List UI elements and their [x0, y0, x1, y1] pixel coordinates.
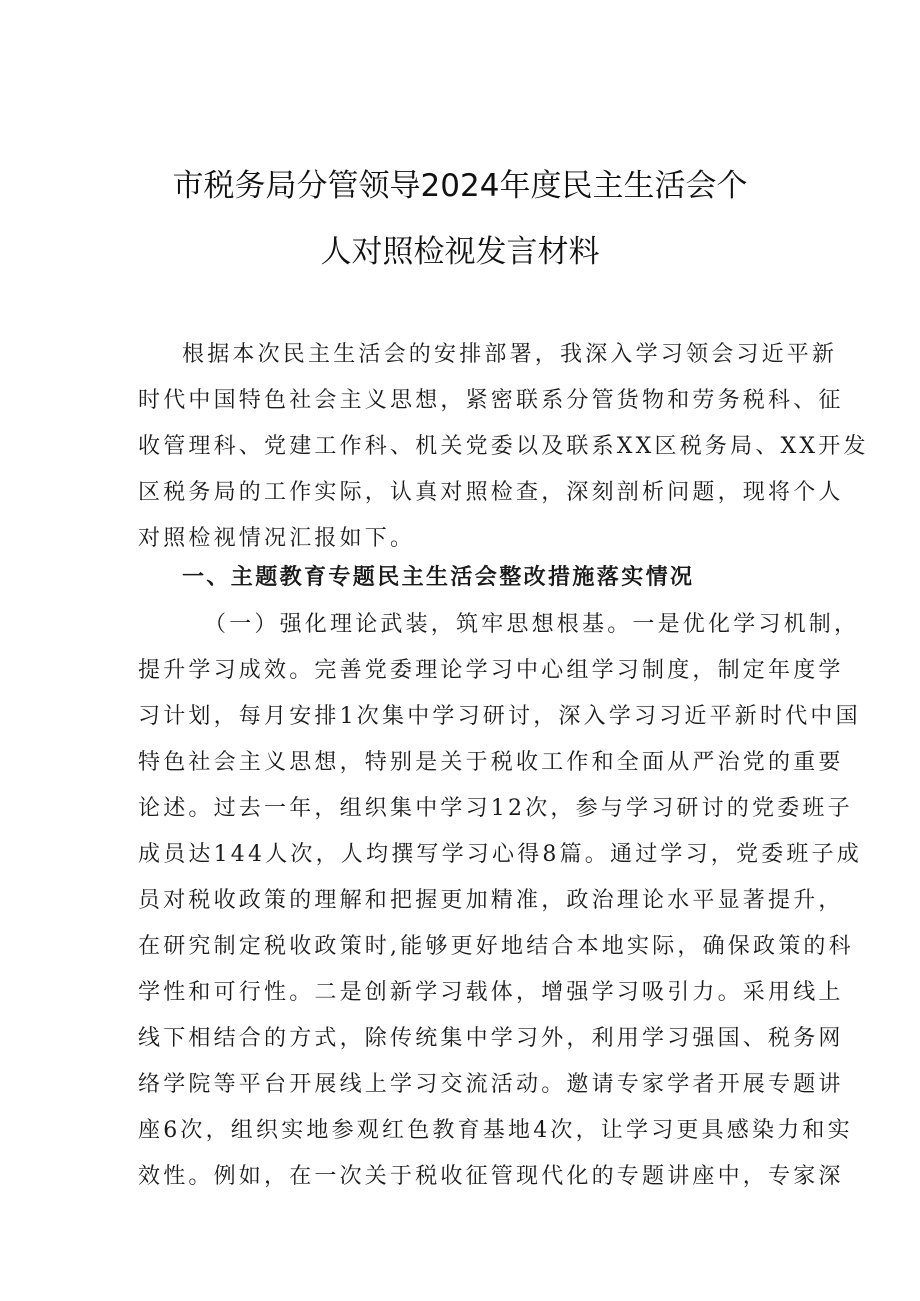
intro-line: 区税务局的工作实际，认真对照检查，深刻剖析问题，现将个人	[138, 480, 844, 505]
body-line: 效性。例如，在一次关于税收征管现代化的专题讲座中，专家深	[138, 1164, 844, 1189]
body-line: 座6次，组织实地参观红色教育基地4次，让学习更具感染力和实	[138, 1118, 853, 1143]
body-line: 在研究制定税收政策时,能够更好地结合本地实际，确保政策的科	[138, 934, 854, 959]
document-title-line-2: 人对照检视发言材料	[320, 234, 600, 270]
body-line: 提升学习成效。完善党委理论学习中心组学习制度，制定年度学	[138, 658, 844, 683]
body-line: （一）强化理论武装，筑牢思想根基。一是优化学习机制，	[204, 612, 860, 637]
body-line: 习计划，每月安排1次集中学习研讨，深入学习习近平新时代中国	[138, 704, 861, 729]
intro-line: 根据本次民主生活会的安排部署，我深入学习领会习近平新	[182, 342, 838, 367]
body-line: 论述。过去一年，组织集中学习12次，参与学习研讨的党委班子	[138, 796, 853, 821]
body-line: 学性和可行性。二是创新学习载体，增强学习吸引力。采用线上	[138, 980, 844, 1005]
body-line: 员对税收政策的理解和把握更加精准，政治理论水平显著提升，	[138, 888, 844, 913]
body-line: 成员达144人次，人均撰写学习心得8篇。通过学习，党委班子成	[138, 842, 862, 867]
body-line: 线下相结合的方式，除传统集中学习外，利用学习强国、税务网	[138, 1026, 844, 1051]
intro-line: 对照检视情况汇报如下。	[138, 526, 416, 551]
intro-line: 收管理科、党建工作科、机关党委以及联系XX区税务局、XX开发	[138, 434, 869, 459]
section-heading: 一、主题教育专题民主生活会整改措施落实情况	[182, 565, 695, 590]
body-line: 特色社会主义思想，特别是关于税收工作和全面从严治党的重要	[138, 750, 844, 775]
body-line: 络学院等平台开展线上学习交流活动。邀请专家学者开展专题讲	[138, 1072, 844, 1097]
intro-line: 时代中国特色社会主义思想，紧密联系分管货物和劳务税科、征	[138, 388, 844, 413]
document-title-line-1: 市税务局分管领导2024年度民主生活会个	[172, 168, 748, 204]
